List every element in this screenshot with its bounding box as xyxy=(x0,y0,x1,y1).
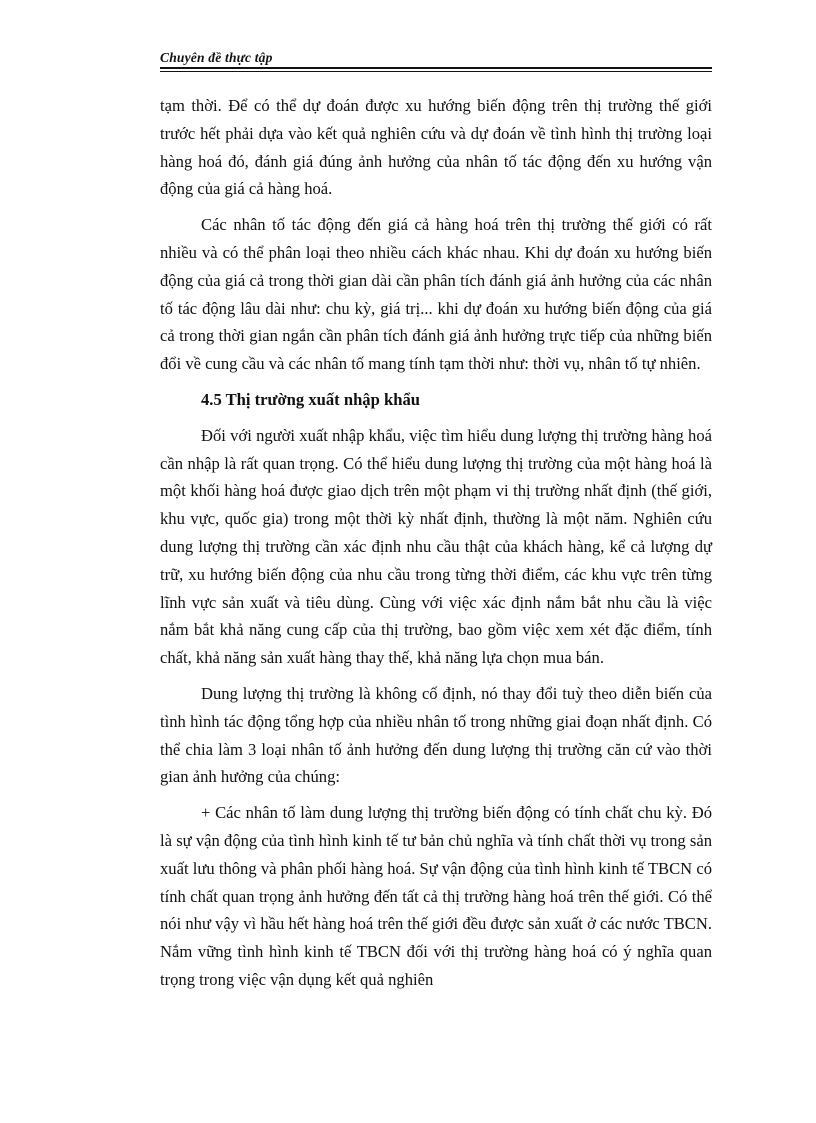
paragraph-5: + Các nhân tố làm dung lượng thị trường biến động có tính chất chu kỳ. Đó là sự vận động của tình hình kinh tế tư bản chủ nghĩa và tính chất thời vụ trong sản xuất lưu thông và phân phối hàng hoá. Sự vận động của tình hình kinh tế TBCN có tính chất quan trọng ảnh hưởng đến tất cả thị trường hàng hoá trên thế giới. Có thể nói như vậy vì hầu hết hàng hoá trên thế giới đều được sản xuất ở các nước TBCN. Nắm vững tình hình kinh tế TBCN đối với thị trường hàng hoá có ý nghĩa quan trọng trong việc vận dụng kết quả nghiên xyxy=(160,803,712,989)
paragraph-1: tạm thời. Để có thể dự đoán được xu hướng biến động trên thị trường thế giới trước hết phải dựa vào kết quả nghiên cứu và dự đoán về tình hình thị trường loại hàng hoá đó, đánh giá đúng ảnh hưởng của nhân tố tác động đến xu hướng vận động của giá cả hàng hoá. xyxy=(160,96,712,199)
header-divider-thin xyxy=(160,71,712,72)
document-body xyxy=(160,92,712,1002)
section-heading: 4.5 Thị trường xuất nhập khẩu xyxy=(201,389,420,409)
header-divider-thick xyxy=(160,67,712,69)
paragraph-2: Các nhân tố tác động đến giá cả hàng hoá trên thị trường thế giới có rất nhiều và có thể phân loại theo nhiều cách khác nhau. Khi dự đoán xu hướng biến động của giá cả trong thời gian dài cần phân tích đánh giá ảnh hưởng của các nhân tố tác động lâu dài như: chu kỳ, giá trị... khi dự đoán xu hướng biến động của giá cả trong thời gian ngắn cần phân tích đánh giá ảnh hưởng trực tiếp của những biến đổi về cung cầu và các nhân tố mang tính tạm thời như: thời vụ, nhân tố tự nhiên. xyxy=(160,215,712,374)
paragraph-4: Dung lượng thị trường là không cố định, nó thay đổi tuỳ theo diễn biến của tình hình tác động tổng hợp của nhiều nhân tố trong những giai đoạn nhất định. Có thể chia làm 3 loại nhân tố ảnh hưởng đến dung lượng thị trường căn cứ vào thời gian ảnh hưởng của chúng: xyxy=(160,683,712,787)
header-title: Chuyên đề thực tập xyxy=(160,50,273,65)
page-header xyxy=(160,44,712,70)
paragraph-3: Đối với người xuất nhập khẩu, việc tìm hiểu dung lượng thị trường hàng hoá cần nhập là rất quan trọng. Có thể hiểu dung lượng thị trường của một hàng hoá là một khối hàng hoá được giao dịch trên một phạm vi thị trường nhất định (thế giới, khu vực, quốc gia) trong một thời kỳ nhất định, thường là một năm. Nghiên cứu dung lượng thị trường cần xác định nhu cầu thật của khách hàng, kể cả lượng dự trữ, xu hướng biến động của nhu cầu trong từng thời điểm, các khu vực trên từng lĩnh vực sản xuất và tiêu dùng. Cùng với việc xác định nắm bắt nhu cầu là việc nắm bắt khả năng cung cấp của thị trường, bao gồm việc xem xét đặc điểm, tính chất, khả năng sản xuất hàng thay thế, khả năng lựa chọn mua bán. xyxy=(160,425,712,668)
